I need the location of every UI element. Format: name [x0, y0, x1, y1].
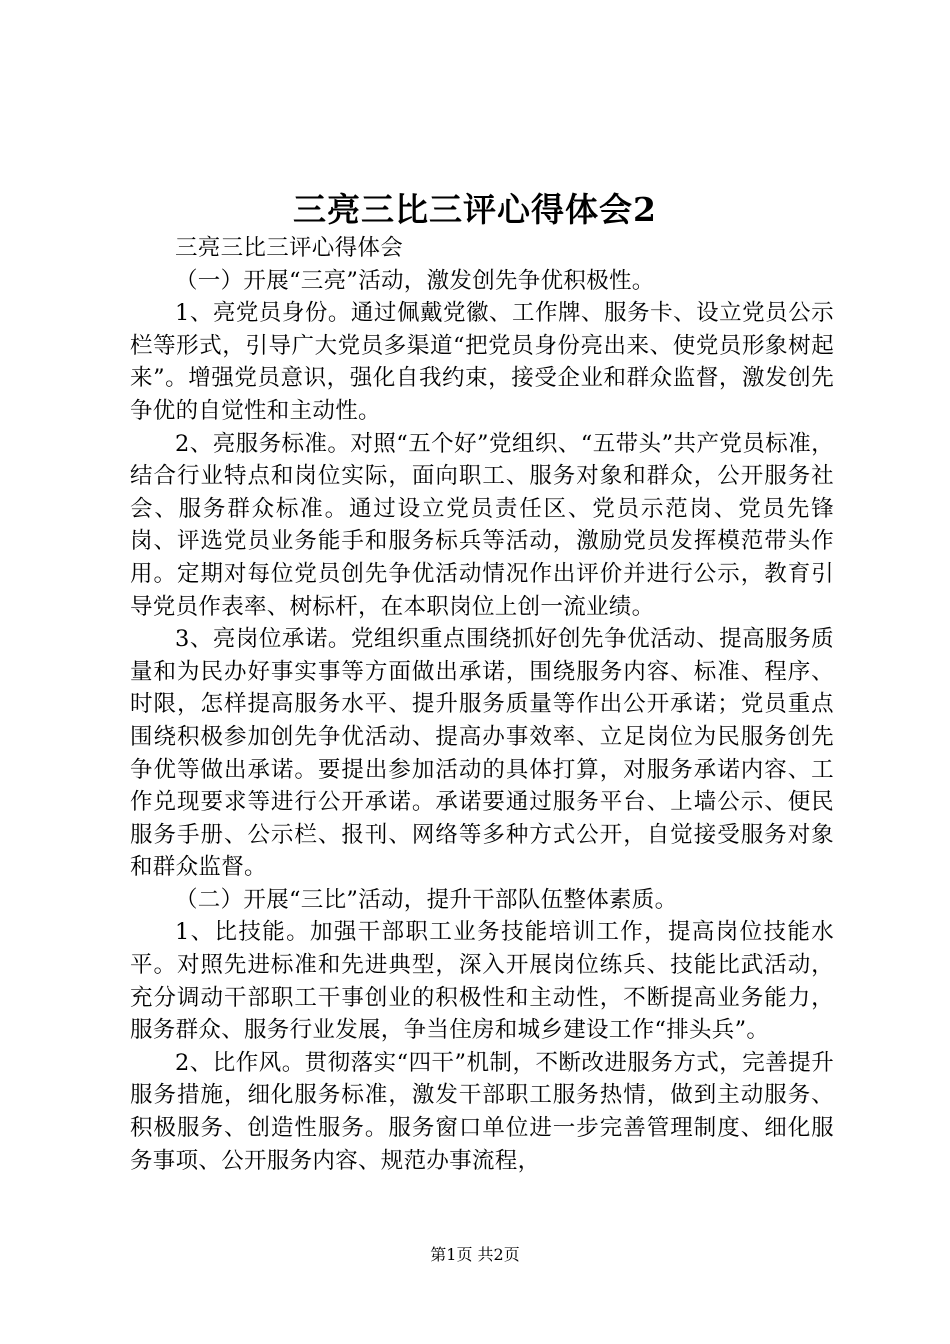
paragraph-liang-gangwei-chengnuo: 3、亮岗位承诺。党组织重点围绕抓好创先争优活动、提高服务质量和为民办好事实事等方面做出承诺，围绕服务内容、标准、程序、时限，怎样提高服务水平、提升服务质量等作出公开承诺；党员重点围绕积极参加创先争优活动、提高办事效率、立足岗位为民服务创先争优等做出承诺。要提出参加活动的具体打算，对服务承诺内容、工作兑现要求等进行公开承诺。承诺要通过服务平台、上墙公示、便民服务手册、公示栏、报刊、网络等多种方式公开，自觉接受服务对象和群众监督。 [130, 626, 834, 881]
paragraph-bi-jineng: 1、比技能。加强干部职工业务技能培训工作，提高岗位技能水平。对照先进标准和先进典型，深入开展岗位练兵、技能比武活动，充分调动干部职工干事创业的积极性和主动性，不断提高业务能力，服务群众、服务行业发展，争当住房和城乡建设工作“排头兵”。 [130, 919, 834, 1044]
section-heading-san-bi: （二）开展“三比”活动，提升干部队伍整体素质。 [175, 886, 678, 913]
document-title: 三亮三比三评心得体会2 [293, 190, 657, 229]
paragraph-liang-dangyuan-shenfen: 1、亮党员身份。通过佩戴党徽、工作牌、服务卡、设立党员公示栏等形式，引导广大党员多渠道“把党员身份亮出来、使党员形象树起来”。增强党员意识，强化自我约束，接受企业和群众监督，激发创先争优的自觉性和主动性。 [130, 300, 834, 424]
paragraph-bi-zuofeng: 2、比作风。贯彻落实“四干”机制，不断改进服务方式，完善提升服务措施，细化服务标准，激发干部职工服务热情，做到主动服务、积极服务、创造性服务。服务窗口单位进一步完善管理制度、细化服务事项、公开服务内容、规范办事流程， [130, 1049, 834, 1174]
page-number-footer: 第1页 共2页 [430, 1245, 520, 1264]
document-body [130, 232, 834, 1177]
section-heading-san-liang: （一）开展“三亮”活动，激发创先争优积极性。 [175, 267, 655, 294]
paragraph-liang-fuwu-biaozhun: 2、亮服务标准。对照“五个好”党组织、“五带头”共产党员标准，结合行业特点和岗位实际，面向职工、服务对象和群众，公开服务社会、服务群众标准。通过设立党员责任区、党员示范岗、党员先锋岗、评选党员业务能手和服务标兵等活动，激励党员发挥模范带头作用。定期对每位党员创先争优活动情况作出评价并进行公示，教育引导党员作表率、树标杆，在本职岗位上创一流业绩。 [130, 430, 834, 620]
paragraph-subtitle: 三亮三比三评心得体会 [175, 235, 404, 261]
